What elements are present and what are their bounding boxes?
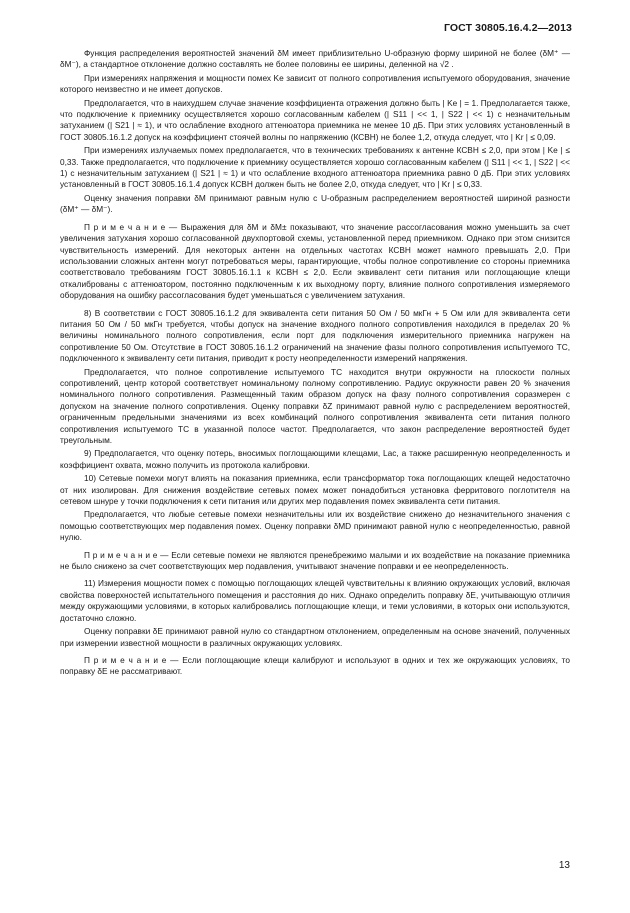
note-1: П р и м е ч а н и е — Выражения для δM и δM± показывают, что значение рассогласования можно уменьшить за счет увеличения затухания хорошо согласованной двухпортовой схемы, установленной перед приемником. Однако при этом снизится чувствительность измерений. Для некоторых антенн на отдельных частотах КСВН может намного превышать 2,0. При использовании сложных антенн могут потребоваться меры, гарантирующие, чтобы полное сопротивление со стороны приемника соответствовало требованиям ГОСТ 30805.16.1.1 к КСВН ≤ 2,0. Если эквивалент сети питания или поглощающие клещи откалиброваны с аттенюатором, постоянно подключенным к их выходному порту, влияние полного сопротивления измеряемого оборудования на ошибку рассогласования будет уменьшаться с увеличением затухания. [60, 221, 570, 301]
footnote-11: 11) Измерения мощности помех с помощью поглощающих клещей чувствительны к влиянию окружающих условий, включая свойства поверхностей испытательного помещения и расстояния до них. Однако определить поправку δE, учитывающую отличия между окружающими условиями, в которых калибровались поглощающие клещи, и теми условиями, в которых они используются, достаточно сложно. [60, 578, 570, 623]
paragraph-8: Оценку поправки δE принимают равной нулю со стандартном отклонением, определенным на основе значений, полученных при измерении известной мощности в различных окружающих условиях. [60, 626, 570, 648]
body-text [60, 48, 570, 680]
paragraph-3: Предполагается, что в наихудшем случае значение коэффициента отражения должно быть | Ke | = 1. Предполагается также, что подключение к приемнику осуществляется хорошо согласованным кабелем (| S11 | << 1, | S22 | << 1) с незначительным затуханием (| S21 | ≈ 1), и что ослабление входного аттенюатора приемника не менее 10 дБ. При этих условиях установленный в ГОСТ 30805.16.1.2 допуск на коэффициент стоячей волны по напряжению (КСВН) не более 1,2, откуда следует, что | Kr | ≤ 0,09. [60, 97, 570, 142]
paragraph-1: Функция распределения вероятностей значений δM имеет приблизительно U-образную форму шириной не более (δM⁺ — δM⁻), а стандартное отклонение должно составлять не более половины ее ширины, деленной на √2 . [60, 48, 570, 70]
footnote-9: 9) Предполагается, что оценку потерь, вносимых поглощающими клещами, Lac, а также расширенную неопределенность и коэффициент охвата, можно получить из протокола калибровки. [60, 448, 570, 470]
note-2: П р и м е ч а н и е — Если сетевые помехи не являются пренебрежимо малыми и их воздействие на показание приемника не было снижено за счет соответствующих мер подавления, учитывают значение поправки и ее неопределенность. [60, 549, 570, 572]
paragraph-2: При измерениях напряжения и мощности помех Ke зависит от полного сопротивления испытуемого оборудования, значение которого неизвестно и не имеет допусков. [60, 72, 570, 95]
paragraph-4: При измерениях излучаемых помех предполагается, что в технических требованиях к антенне КСВН ≤ 2,0, при этом | Ke | ≤ 0,33. Также предполагается, что подключение к приемнику осуществляется хорошо согласованным кабелем (| S11 | << 1, | S22 | << 1) с незначительным затуханием (| S21 | ≈ 1) и что ослабление входного аттенюатора приемника равно 0 дБ. При этих условиях установленный в ГОСТ 30805.16.1.4 допуск КСВН должен быть не более 2,0, откуда следует, что | Kr | ≤ 0,33. [60, 145, 570, 190]
footnote-10: 10) Сетевые помехи могут влиять на показания приемника, если трансформатор тока поглощающих клещей недостаточно от них изолирован. Для снижения воздействие сетевых помех может понадобиться установка ферритового поглотителя на сетевом шнуре у точки подключения к сети питания или других мер подавления помех эквивалента сети питания. [60, 473, 570, 507]
paragraph-7: Предполагается, что любые сетевые помехи незначительны или их воздействие снижено до незначительного значения с помощью соответствующих мер подавления помех. Оценку поправки δMD принимают равной нулю с неопределенностью, равной нулю. [60, 509, 570, 543]
footnote-8: 8) В соответствии с ГОСТ 30805.16.1.2 для эквивалента сети питания 50 Ом / 50 мкГн + 5 Ом или для эквивалента сети питания 50 Ом / 50 мкГн требуется, чтобы допуск на значение входного полного сопротивления находился в пределах 20 % величины номинального полного сопротивления, если порт для подключения измерительного приемника нагружен на сопротивление 50 Ом. Отсутствие в ГОСТ 30805.16.1.2 ограничений на значение фазы полного сопротивления испытуемого ТС, подключенного к эквиваленту сети питания, приводит к росту неопределенности измерений напряжения. [60, 307, 570, 364]
standard-header: ГОСТ 30805.16.4.2—2013 [444, 22, 572, 34]
note-3: П р и м е ч а н и е — Если поглощающие клещи калибруют и используют в одних и тех же окружающих условиях, то поправку δE не рассматривают. [60, 654, 570, 677]
page-number: 13 [558, 860, 570, 871]
paragraph-5: Оценку значения поправки δM принимают равным нулю с U-образным распределением вероятностей шириной разности (δM⁺ — δM⁻). [60, 192, 570, 215]
paragraph-6: Предполагается, что полное сопротивление испытуемого ТС находится внутри окружности на плоскости полных сопротивлений, центр которой соответствует номинальному полному сопротивлению. Радиус окружности равен 20 % значения номинального полного сопротивления. Размещенный таким образом допуск на фазу полного сопротивления соразмерен с допуском на значение полного сопротивления. Оценку поправки δZ принимают равной нулю с распределением вероятностей, ограниченным предельными значениями из всех комбинаций полного сопротивления эквивалента сети питания полного сопротивления испытуемого ТС в указанной полосе частот. Предполагается, что закон распределение вероятностей будет треугольным. [60, 366, 570, 445]
